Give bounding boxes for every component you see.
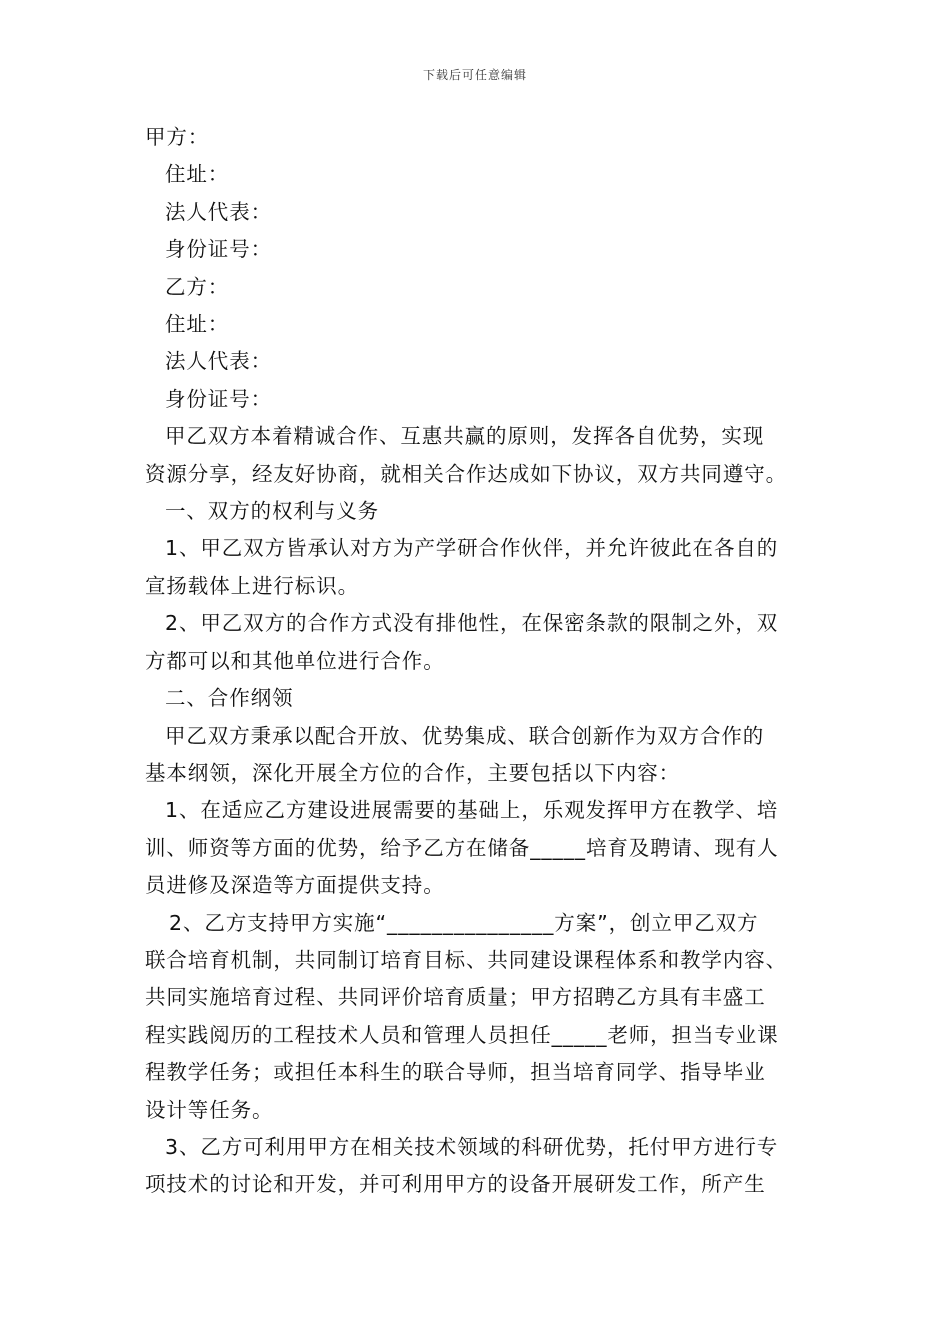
document-line: 训、师资等方面的优势，给予乙方在储备_____培育及聘请、现有人	[145, 835, 779, 860]
document-line: 方都可以和其他单位进行合作。	[145, 648, 445, 673]
document-line: 一、双方的权利与义务	[165, 499, 379, 524]
document-line: 乙方：	[165, 274, 230, 299]
document-line: 住址：	[165, 312, 230, 337]
document-line: 员进修及深造等方面提供支持。	[145, 873, 445, 898]
document-line: 甲方：	[145, 125, 210, 149]
document-line: 身份证号：	[165, 386, 272, 411]
document-line: 设计等任务。	[145, 1097, 274, 1122]
document-line: 法人代表：	[165, 349, 272, 374]
document-line: 甲乙双方本着精诚合作、互惠共赢的原则，发挥各自优势，实现	[165, 424, 765, 449]
document-line: 2、甲乙双方的合作方式没有排他性，在保密条款的限制之外，双	[165, 611, 779, 636]
document-line: 1、甲乙双方皆承认对方为产学研合作伙伴，并允许彼此在各自的	[165, 536, 779, 561]
document-line: 联合培育机制，共同制订培育目标、共同建设课程体系和教学内容、	[145, 947, 787, 972]
document-line: 身份证号：	[165, 237, 272, 262]
document-line: 共同实施培育过程、共同评价培育质量；甲方招聘乙方具有丰盛工	[145, 985, 766, 1010]
document-line: 基本纲领，深化开展全方位的合作，主要包括以下内容：	[145, 760, 680, 785]
document-line: 法人代表：	[165, 199, 272, 224]
document-body	[145, 119, 810, 1204]
document-line: 3、乙方可利用甲方在相关技术领域的科研优势，托付甲方进行专	[165, 1134, 779, 1159]
document-line: 甲乙双方秉承以配合开放、优势集成、联合创新作为双方合作的	[165, 723, 765, 748]
document-line: 宣扬载体上进行标识。	[145, 573, 359, 598]
document-line: 住址：	[165, 162, 230, 187]
document-line: 2、乙方支持甲方实施“_______________方案”，创立甲乙双方	[169, 910, 759, 935]
document-line: 程教学任务；或担任本科生的联合导师，担当培育同学、指导毕业	[145, 1060, 766, 1085]
document-line: 1、在适应乙方建设进展需要的基础上，乐观发挥甲方在教学、培	[165, 798, 779, 823]
document-line: 程实践阅历的工程技术人员和管理人员担任_____老师，担当专业课	[145, 1022, 779, 1047]
document-line: 资源分享，经友好协商，就相关合作达成如下协议，双方共同遵守。	[145, 461, 787, 486]
document-line: 二、合作纲领	[165, 686, 294, 711]
document-line: 项技术的讨论和开发，并可利用甲方的设备开展研发工作，所产生	[145, 1172, 766, 1197]
header-note: 下载后可任意编辑	[422, 68, 527, 82]
